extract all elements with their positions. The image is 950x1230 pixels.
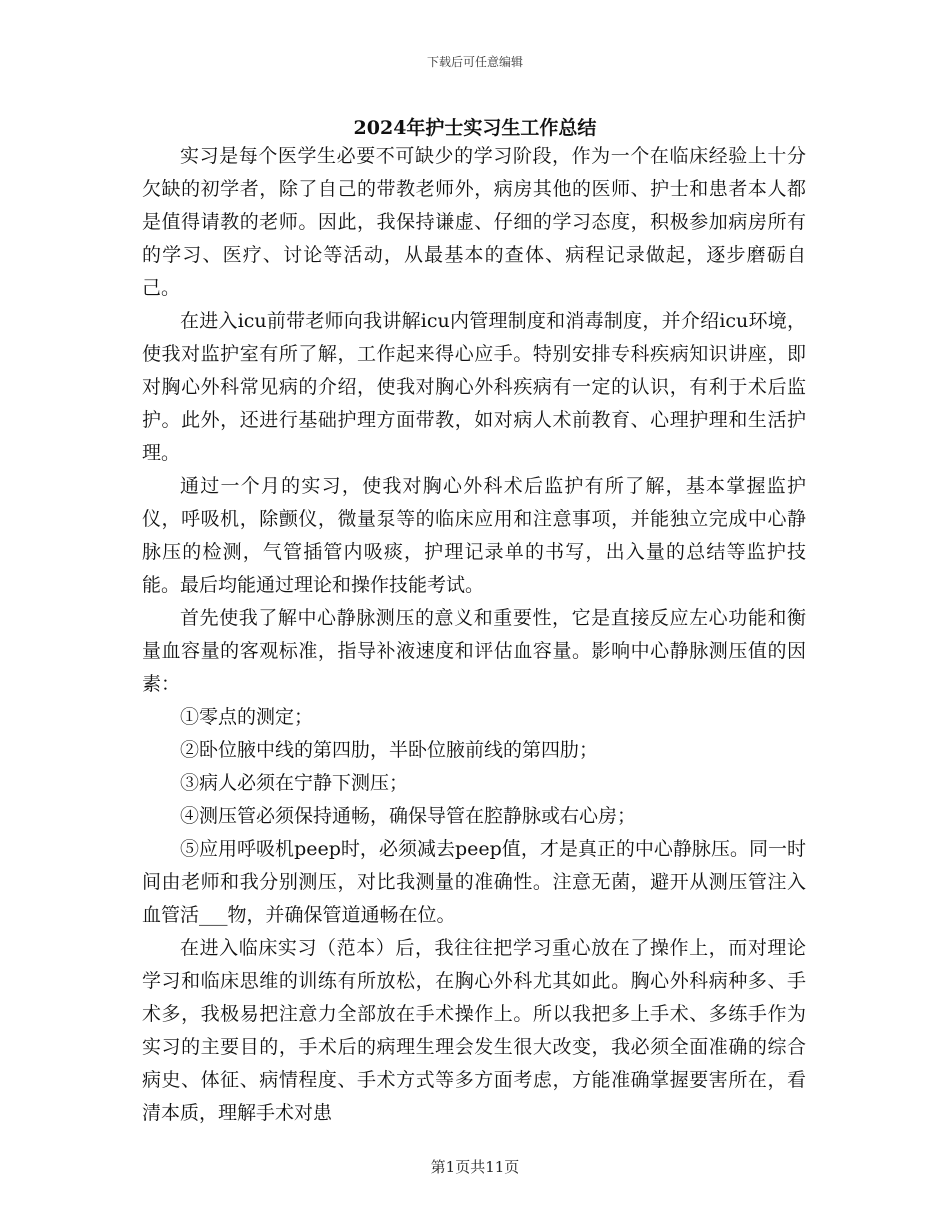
header-note: 下载后可任意编辑 [426, 55, 523, 69]
paragraph: 在进入临床实习（范本）后，我往往把学习重心放在了操作上，而对理论学习和临床思维的训练有所放松，在胸心外科尤其如此。胸心外科病种多、手术多，我极易把注意力全部放在手术操作上。所以我把多上手术、多练手作为实习的主要目的，手术后的病理生理会发生很大改变，我必须全面准确的综合病史、体征、病情程度、手术方式等多方面考虑，方能准确掌握要害所在，看清本质，理解手术对患 [142, 937, 806, 1124]
list-item: ③病人必须在宁静下测压； [180, 772, 409, 794]
list-item: ①零点的测定； [180, 706, 314, 728]
list-item: ④测压管必须保持通畅，确保导管在腔静脉或右心房； [180, 805, 637, 827]
document-title: 2024年护士实习生工作总结 [353, 117, 597, 139]
paragraph: 通过一个月的实习，使我对胸心外科术后监护有所了解，基本掌握监护仪，呼吸机，除颤仪，微量泵等的临床应用和注意事项，并能独立完成中心静脉压的检测，气管插管内吸痰，护理记录单的书写，出入量的总结等监护技能。最后均能通过理论和操作技能考试。 [142, 475, 806, 596]
document-body [142, 140, 806, 1130]
list-item: ⑤应用呼吸机peep时，必须减去peep值，才是真正的中心静脉压。同一时间由老师和我分别测压，对比我测量的准确性。注意无菌，避开从测压管注入血管活___物，并确保管道通畅在位。 [142, 838, 806, 926]
paragraph: 首先使我了解中心静脉测压的意义和重要性，它是直接反应左心功能和衡量血容量的客观标准，指导补液速度和评估血容量。影响中心静脉测压值的因素： [142, 607, 806, 695]
list-item: ②卧位腋中线的第四肋，半卧位腋前线的第四肋； [180, 739, 599, 761]
page-number: 第1页共11页 [430, 1158, 520, 1176]
paragraph: 实习是每个医学生必要不可缺少的学习阶段，作为一个在临床经验上十分欠缺的初学者，除了自己的带教老师外，病房其他的医师、护士和患者本人都是值得请教的老师。因此，我保持谦虚、仔细的学习态度，积极参加病房所有的学习、医疗、讨论等活动，从最基本的查体、病程记录做起，逐步磨砺自己。 [142, 145, 806, 299]
paragraph: 在进入icu前带老师向我讲解icu内管理制度和消毒制度，并介绍icu环境，使我对监护室有所了解，工作起来得心应手。特别安排专科疾病知识讲座，即对胸心外科常见病的介绍，使我对胸心外科疾病有一定的认识，有利于术后监护。此外，还进行基础护理方面带教，如对病人术前教育、心理护理和生活护理。 [142, 310, 806, 464]
